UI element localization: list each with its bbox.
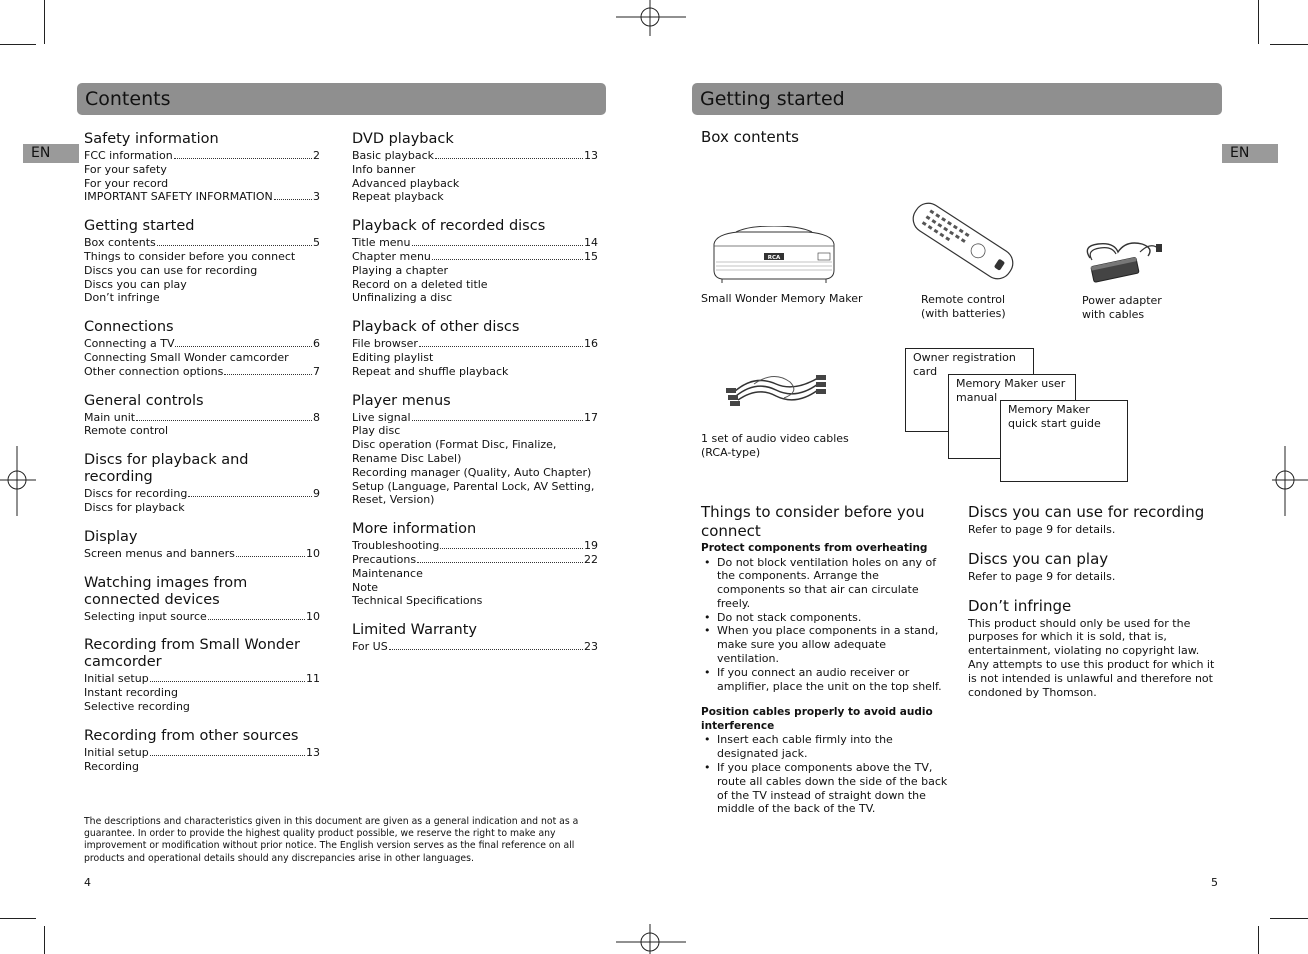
dot-leader [157, 245, 312, 246]
crop-mark [1258, 0, 1259, 44]
toc-entry: Setup (Language, Parental Lock, AV Setting, Reset, Version) [352, 479, 595, 507]
language-tag-label: EN [1230, 145, 1250, 161]
toc-entry-page: 13 [584, 149, 598, 162]
toc-entry: Things to consider before you connect [84, 249, 296, 263]
device-logo: RCA [767, 255, 781, 261]
crop-mark [1270, 918, 1308, 919]
toc-entry: Instant recording [84, 686, 178, 700]
toc-entry [84, 149, 320, 163]
toc-section [352, 131, 598, 204]
bullet-item: • Do not block ventilation holes on any of the components. Arrange the components so that air can circulate freely. [701, 556, 949, 611]
toc-entry-page: 3 [313, 190, 320, 204]
dot-leader [389, 649, 583, 650]
toc-section [352, 521, 598, 608]
quick-start-guide-label: Memory Maker quick start guide [1008, 403, 1101, 430]
toc-entry [84, 672, 320, 686]
dot-leader [435, 158, 583, 159]
toc-entry [84, 236, 320, 250]
toc-entry-title: Connecting a TV [84, 337, 175, 351]
av-cables-image [724, 370, 830, 412]
toc-entry: Discs for playback [84, 500, 185, 514]
toc-entry [352, 337, 598, 351]
toc-section [84, 728, 320, 774]
memory-maker-device-image [708, 226, 840, 286]
dot-leader [136, 420, 312, 421]
toc-entry-title: FCC information [84, 149, 173, 162]
disclaimer-text: The descriptions and characteristics given in this document are given as a general indication and not as a guarantee. In order to provide the highest quality product possible, we reserve the right to make any improvement or modification without prior notice. The English version serves as the final reference on all products and operational details should any discrepancies arise in other languages. [84, 816, 579, 864]
toc-entry: Unfinalizing a disc [352, 291, 453, 305]
toc-entry: Play disc [352, 424, 401, 438]
toc-entry-title: Precautions [352, 552, 417, 566]
toc-entry [84, 547, 320, 561]
dot-leader [236, 556, 305, 557]
toc-section [84, 393, 320, 439]
toc-entry [84, 610, 320, 624]
box-contents-heading: Box contents [701, 128, 799, 146]
dot-leader [175, 346, 312, 347]
dot-leader [150, 755, 305, 756]
cables-subheading: Position cables properly to avoid audio interference [701, 706, 933, 732]
toc-entry: Disc operation (Format Disc, Finalize, Rename Disc Label) [352, 438, 557, 465]
page-number-left: 4 [84, 876, 91, 889]
getting-started-title: Getting started [700, 88, 845, 110]
dot-leader [208, 619, 305, 620]
bullet-item: • Insert each cable firmly into the designated jack. [701, 733, 949, 761]
toc-section-heading: Recording from Small Wonder camcorder [84, 637, 300, 671]
things-to-consider-heading: Things to consider before you connect [701, 503, 925, 540]
av-cables-caption: 1 set of audio video cables (RCA-type) [701, 432, 849, 459]
crop-mark [0, 918, 36, 919]
dont-infringe-text: This product should only be used for the purposes for which it is sold, that is, entertainment, violating no copyright law. Any attempts to use this product for which it is not intended is unlawful and therefore not condoned by Thomson. [968, 616, 1215, 699]
toc-entry [84, 337, 320, 351]
toc-section-heading: Player menus [352, 392, 451, 409]
toc-section [84, 452, 320, 515]
toc-entry-page: 16 [584, 337, 598, 351]
toc-entry-title: Troubleshooting [352, 539, 440, 553]
power-adapter-caption: Power adapter with cables [1082, 294, 1162, 321]
toc-entry-page: 8 [313, 410, 320, 424]
toc-entry: Recording manager (Quality, Auto Chapter) [352, 465, 592, 479]
toc-entry: Recording [84, 759, 140, 773]
toc-entry: Discs you can use for recording [84, 263, 258, 277]
registration-mark-left [0, 446, 36, 516]
toc-entry-title: Initial setup [84, 672, 149, 686]
toc-entry-page: 10 [306, 609, 320, 623]
discs-recording-heading: Discs you can use for recording [968, 503, 1205, 521]
toc-section-heading: Safety information [84, 131, 219, 147]
toc-section-heading: Watching images from connected devices [84, 574, 248, 608]
things-to-consider-section [701, 503, 949, 816]
toc-entry: Discs you can play [84, 277, 187, 291]
toc-section-heading: Getting started [84, 218, 195, 235]
toc-entry-title: Chapter menu [352, 249, 431, 263]
discs-play-heading: Discs you can play [968, 549, 1109, 568]
toc-entry: Repeat playback [352, 190, 444, 204]
toc-entry: Repeat and shuffle playback [352, 364, 509, 378]
toc-section [352, 218, 598, 305]
toc-section [84, 575, 320, 624]
toc-entry-title: Initial setup [84, 745, 149, 759]
toc-entry-title: Selecting input source [84, 609, 207, 623]
toc-column-1 [84, 131, 320, 787]
toc-section-heading: DVD playback [352, 131, 454, 147]
toc-entry-page: 10 [306, 546, 320, 560]
owner-registration-card-label: Owner registration card [913, 351, 1016, 378]
toc-section-heading: Connections [84, 319, 174, 336]
dot-leader [224, 374, 312, 375]
toc-section-heading: Limited Warranty [352, 622, 477, 639]
toc-section [84, 131, 320, 204]
overheating-list [701, 556, 949, 694]
toc-entry [352, 553, 598, 567]
bullet-item: • Do not stack components. [701, 611, 949, 625]
toc-entry: Technical Specifications [352, 594, 483, 608]
toc-entry-title: Screen menus and banners [84, 546, 235, 560]
toc-section-heading: Discs for playback and recording [84, 452, 249, 486]
toc-entry: Don’t infringe [84, 291, 160, 305]
toc-section-heading: Playback of other discs [352, 319, 520, 336]
toc-section [84, 218, 320, 305]
registration-mark-top [616, 0, 686, 36]
dot-leader [417, 562, 583, 563]
toc-entry-title: Basic playback [352, 149, 435, 162]
discs-recording-text: Refer to page 9 for details. [968, 523, 1116, 536]
toc-entry-title: Main unit [84, 410, 136, 424]
toc-entry: Info banner [352, 162, 416, 176]
toc-entry-page: 9 [313, 487, 320, 501]
language-tag-right [1222, 144, 1278, 163]
registration-mark-bottom [616, 924, 686, 954]
toc-entry-title: Other connection options [84, 364, 224, 378]
dot-leader [440, 548, 583, 549]
dot-leader [432, 259, 583, 260]
toc-section [352, 622, 598, 654]
bullet-item: • If you connect an audio receiver or amplifier, place the unit on the top shelf. [701, 666, 949, 694]
dot-leader [412, 420, 584, 421]
toc-entry: Connecting Small Wonder camcorder [84, 350, 289, 364]
toc-entry-page: 17 [584, 410, 598, 424]
toc-section-heading: Display [84, 528, 138, 545]
language-tag-left [23, 144, 79, 163]
user-manual-label: Memory Maker user manual [956, 377, 1066, 404]
toc-entry-title: For US [352, 640, 388, 654]
toc-entry: Note [352, 580, 379, 594]
toc-entry-title: File browser [352, 337, 418, 351]
dont-infringe-heading: Don’t infringe [968, 596, 1072, 615]
toc-entry [84, 365, 320, 379]
toc-entry [352, 539, 598, 553]
toc-section-heading: Playback of recorded discs [352, 218, 546, 235]
dot-leader [274, 199, 312, 200]
toc-entry [352, 149, 598, 163]
toc-entry-page: 11 [306, 672, 320, 686]
toc-section-heading: General controls [84, 392, 204, 409]
toc-entry: Playing a chapter [352, 263, 449, 277]
toc-entry [84, 190, 320, 204]
crop-mark [1258, 926, 1259, 954]
page-number-right: 5 [1211, 876, 1218, 889]
toc-entry: For your record [84, 176, 169, 190]
toc-entry [84, 487, 320, 501]
toc-entry [352, 250, 598, 264]
crop-mark [44, 926, 45, 954]
toc-entry: Record on a deleted title [352, 277, 488, 291]
crop-mark [44, 0, 45, 44]
toc-section-heading: More information [352, 521, 477, 538]
crop-mark [0, 44, 36, 45]
dot-leader [412, 245, 584, 246]
toc-section [352, 319, 598, 378]
toc-entry-page: 2 [313, 149, 320, 162]
cables-list [701, 733, 949, 816]
toc-entry: Remote control [84, 424, 169, 438]
overheating-subheading: Protect components from overheating [701, 542, 928, 554]
toc-entry: Editing playlist [352, 350, 434, 364]
toc-entry-page: 22 [584, 552, 598, 566]
dot-leader [174, 158, 312, 159]
toc-entry-title: Box contents [84, 236, 156, 250]
toc-entry-page: 13 [306, 745, 320, 759]
toc-entry [352, 640, 598, 654]
toc-column-2 [352, 131, 598, 668]
toc-section [84, 319, 320, 378]
discs-info-column [968, 503, 1216, 699]
remote-control-caption: Remote control (with batteries) [921, 293, 1006, 320]
toc-entry-page: 23 [584, 640, 598, 654]
toc-entry-page: 7 [313, 364, 320, 378]
toc-entry [84, 746, 320, 760]
toc-entry-page: 6 [313, 337, 320, 351]
toc-entry-page: 5 [313, 236, 320, 250]
remote-control-image [905, 200, 1021, 282]
toc-section [352, 393, 598, 508]
toc-entry-title: Discs for recording [84, 487, 188, 501]
toc-section [84, 529, 320, 561]
toc-entry-page: 14 [584, 236, 598, 250]
toc-entry-page: 19 [584, 539, 598, 553]
getting-started-banner [692, 83, 1222, 115]
toc-entry [84, 411, 320, 425]
quick-start-guide [1000, 400, 1128, 482]
toc-section-heading: Recording from other sources [84, 727, 299, 744]
bullet-item: • If you place components above the TV, route all cables down the side of the back of the TV instead of straight down the middle of the back of the TV. [701, 761, 949, 816]
dot-leader [419, 346, 583, 347]
crop-mark [1270, 44, 1308, 45]
toc-entry-page: 15 [584, 249, 598, 263]
toc-entry [352, 411, 598, 425]
discs-play-text: Refer to page 9 for details. [968, 569, 1116, 583]
dot-leader [150, 681, 305, 682]
toc-entry [352, 236, 598, 250]
registration-mark-right [1272, 446, 1308, 516]
toc-entry: For your safety [84, 162, 167, 176]
toc-entry-title: IMPORTANT SAFETY INFORMATION [84, 190, 273, 204]
toc-entry: Selective recording [84, 699, 190, 713]
toc-entry: Maintenance [352, 566, 423, 580]
toc-entry-title: Title menu [352, 236, 411, 250]
contents-title: Contents [85, 88, 171, 110]
memory-maker-caption: Small Wonder Memory Maker [701, 292, 863, 305]
toc-entry: Advanced playback [352, 176, 460, 190]
contents-banner [77, 83, 606, 115]
power-adapter-image [1078, 236, 1168, 286]
toc-section [84, 637, 320, 713]
language-tag-label: EN [31, 145, 51, 161]
dot-leader [188, 496, 312, 497]
bullet-item: • When you place components in a stand, make sure you allow adequate ventilation. [701, 624, 949, 665]
toc-entry-title: Live signal [352, 410, 411, 424]
